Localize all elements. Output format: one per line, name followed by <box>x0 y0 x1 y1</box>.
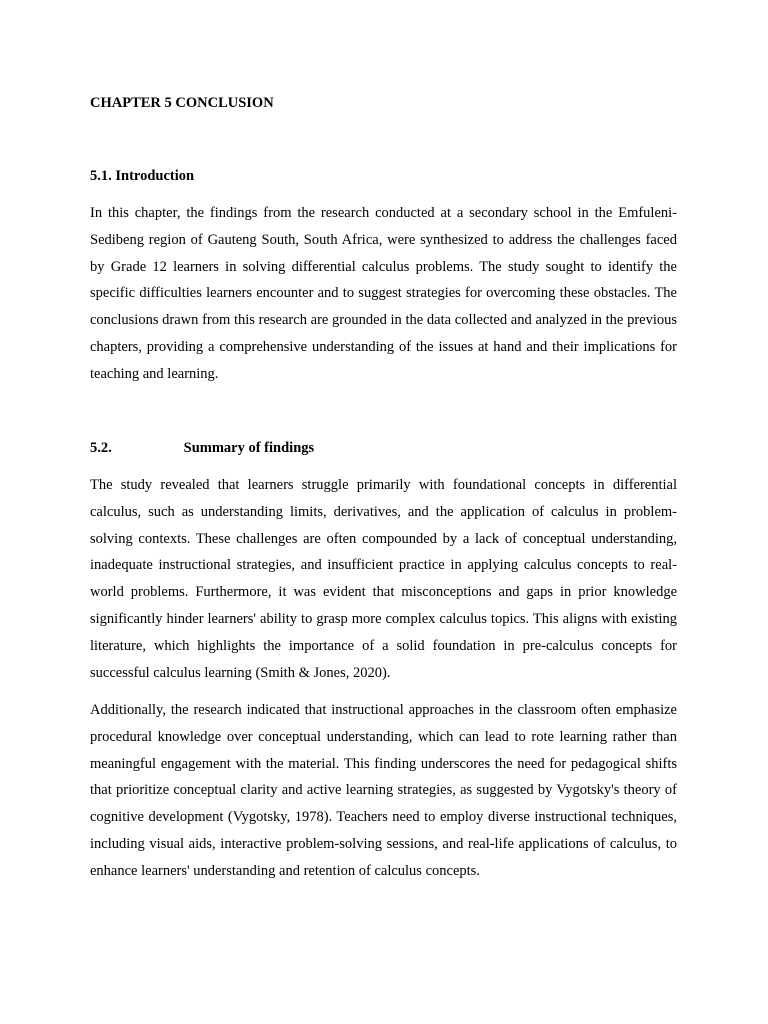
section-heading-introduction <box>90 167 194 185</box>
section-number: 5.1. <box>90 168 112 184</box>
introduction-paragraph: In this chapter, the findings from the research conducted at a secondary school in the Emfuleni-Sedibeng region of Gauteng South, South Africa, were synthesized to address the challenges faced by Grade 12 learners in solving differential calculus problems. The study sought to identify the specific difficulties learners encounter and to suggest strategies for overcoming these obstacles. The conclusions drawn from this research are grounded in the data collected and analyzed in the previous chapters, providing a comprehensive understanding of the issues at hand and their implications for teaching and learning. <box>90 205 677 382</box>
section-heading-summary-of-findings <box>90 439 314 457</box>
chapter-title: CHAPTER 5 CONCLUSION <box>90 95 274 111</box>
section-title: Introduction <box>115 168 195 184</box>
section-number: 5.2. <box>90 440 112 456</box>
findings-paragraph-2: Additionally, the research indicated that instructional approaches in the classroom often emphasize procedural knowledge over conceptual understanding, which can lead to rote learning rather than meaningful engagement with the material. This finding underscores the need for pedagogical shifts that prioritize conceptual clarity and active learning strategies, as suggested by Vygotsky's theory of cognitive development (Vygotsky, 1978). Teachers need to employ diverse instructional techniques, including visual aids, interactive problem-solving sessions, and real-life applications of calculus, to enhance learners' understanding and retention of calculus concepts. <box>90 702 677 879</box>
findings-paragraph-1: The study revealed that learners struggle primarily with foundational concepts in differential calculus, such as understanding limits, derivatives, and the application of calculus in problem-solving contexts. These challenges are often compounded by a lack of conceptual understanding, inadequate instructional strategies, and insufficient practice in applying calculus concepts to real-world problems. Furthermore, it was evident that misconceptions and gaps in prior knowledge significantly hinder learners' ability to grasp more complex calculus topics. This aligns with existing literature, which highlights the importance of a solid foundation in pre-calculus concepts for successful calculus learning (Smith & Jones, 2020). <box>90 477 677 681</box>
section-title: Summary of findings <box>183 440 315 456</box>
